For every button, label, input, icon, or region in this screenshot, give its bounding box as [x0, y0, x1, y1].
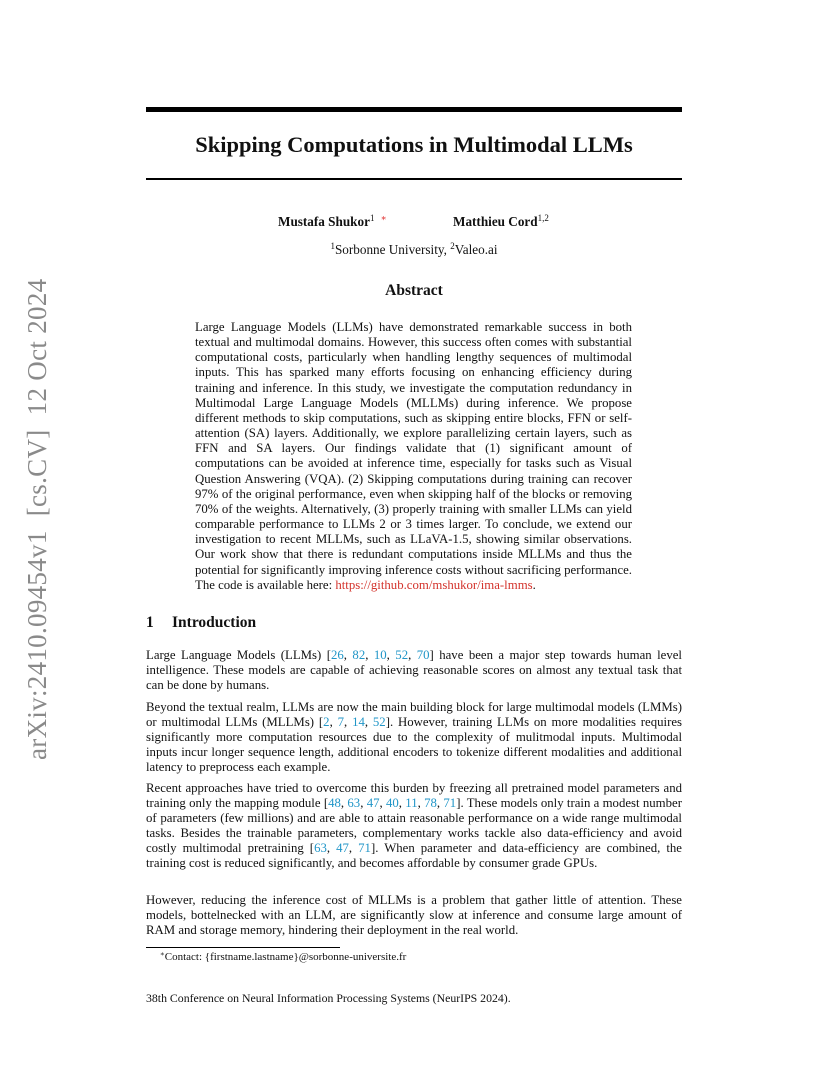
- citation-link[interactable]: 47: [366, 796, 380, 811]
- footnote-rule: [146, 947, 340, 948]
- paragraph-3: [146, 781, 682, 872]
- citation-link[interactable]: 11: [405, 796, 418, 811]
- citation-separator: ,: [365, 648, 374, 662]
- author-affil-sup: 1: [369, 213, 375, 223]
- affil-sup: 1: [330, 241, 335, 251]
- conference-note: 38th Conference on Neural Information Processing Systems (NeurIPS 2024).: [146, 991, 511, 1005]
- title-top-rule: [146, 107, 682, 112]
- title-bottom-rule: [146, 178, 682, 180]
- citation-list: [314, 841, 371, 855]
- citation-separator: ,: [329, 715, 338, 730]
- affil-text: Sorbonne University,: [334, 242, 451, 257]
- citation-separator: ,: [343, 648, 353, 662]
- code-link[interactable]: https://github.com/mshukor/ima-lmms: [335, 577, 533, 592]
- footnote: [160, 950, 406, 963]
- affil-sup: 2: [450, 241, 455, 251]
- citation-link[interactable]: 63: [314, 841, 327, 856]
- citation-separator: ,: [360, 796, 367, 811]
- citation-link[interactable]: 52: [395, 648, 409, 662]
- paragraph-1: [146, 648, 682, 693]
- section-heading: [146, 614, 256, 632]
- citation-separator: ,: [386, 648, 396, 662]
- para-text: ]. When parameter and data-efficiency are combined, the training cost is reduced significantly, and becomes affordable by consumer grade GPUs.: [146, 841, 682, 871]
- citation-list: [323, 715, 386, 729]
- author-name: Mustafa Shukor: [278, 214, 370, 229]
- para-text: ]. These models only train a modest number of parameters (few millions) and are able to attain reasonable performance on a wide range multimodal tasks. Besides the trainable parameters, complementary works tackle also data-efficiency and avoid costly multimodal pretraining [: [146, 796, 682, 856]
- abstract-body: [195, 320, 632, 593]
- citation-link[interactable]: 7: [337, 715, 345, 730]
- citation-link[interactable]: 2: [323, 715, 330, 730]
- author-2: [453, 213, 549, 230]
- citation-link[interactable]: 63: [347, 796, 361, 811]
- citation-separator: ,: [379, 796, 386, 811]
- abstract-end: .: [532, 577, 536, 592]
- citation-link[interactable]: 48: [328, 796, 341, 811]
- abstract-text: Large Language Models (LLMs) have demonstrated remarkable success in both textual and multimodal domains. However, this success often comes with substantial computational costs, particularly when handling lengthy sequences of multimodal inputs. This has sparked many efforts focusing on enhancing efficiency during training and inference. In this study, we investigate the computation redundancy in Multimodal Large Language Models (MLLMs) during inference. We propose different methods to skip computations, such as skipping entire blocks, FFN or self-attention (SA) layers. Additionally, we explore parallelizing certain layers, such as FFN and SA layers. Our findings validate that (1) significant amount of computations can be avoided at inference time, especially for tasks such as Visual Question Answering (VQA). (2) Skipping computations during training can recover 97% of the original performance, even when skipping half of the blocks or removing 70% of the weights. Alternatively, (3) properly training with smaller LLMs can yield comparable performance to LLMs 2 or 3 times larger. To conclude, we extend our investigation to recent MLLMs, such as LLaVA-1.5, showing similar observations. Our work show that there is redundant computations inside MLLMs and thus the potential for significantly improving inference costs without sacrificing performance. The code is available here:: [195, 320, 632, 592]
- citation-link[interactable]: 40: [385, 796, 399, 811]
- paragraph-2: [146, 700, 682, 775]
- para-text: Beyond the textual realm, LLMs are now the main building block for large multimodal models (LMMs) or multimodal LLMs (MLLMs) [: [146, 700, 682, 730]
- para-text: ] have been a major step towards human level intelligence. These models are capable of achieving reasonable scores on almost any textual task that can be done by humans.: [146, 648, 682, 693]
- author-name: Matthieu Cord: [453, 214, 538, 229]
- section-title: Introduction: [172, 614, 257, 631]
- citation-separator: ,: [326, 841, 337, 856]
- citation-separator: ,: [398, 796, 406, 811]
- citation-link[interactable]: 14: [352, 715, 365, 730]
- section-number: 1: [146, 614, 154, 631]
- citation-link[interactable]: 82: [352, 648, 366, 662]
- affiliations: [146, 241, 682, 258]
- author-footnote-mark[interactable]: ∗: [380, 213, 387, 223]
- abstract-heading: Abstract: [385, 282, 443, 299]
- citation-separator: ,: [344, 715, 353, 730]
- paragraph-4: However, reducing the inference cost of MLLMs is a problem that gather little of attention. These models, bottelnecked with an LLM, are significantly slow at inference and consume large amount of RAM and storage memory, hindering their deployment in the real world.: [146, 893, 682, 938]
- footnote-text: Contact: {firstname.lastname}@sorbonne-universite.fr: [164, 951, 407, 963]
- citation-list: [328, 796, 456, 810]
- citation-list: [331, 648, 430, 662]
- citation-separator: ,: [408, 648, 417, 662]
- citation-link[interactable]: 26: [330, 648, 344, 662]
- affil-text: Valeo.ai: [454, 242, 498, 257]
- para-text: ]. However, training LLMs on more modalities requires significantly more computation resources due to the complexity of mulitmodal inputs. Multimodal inputs incur longer sequence length, additional encoders to tokenize different modalities and additional latency to preprocess each example.: [146, 715, 683, 775]
- footnote-mark: ∗: [160, 950, 165, 958]
- citation-link[interactable]: 52: [372, 715, 386, 730]
- citation-separator: ,: [364, 715, 373, 730]
- citation-separator: ,: [348, 841, 359, 856]
- arxiv-stamp: arXiv:2410.09454v1 [cs.CV] 12 Oct 2024: [22, 278, 52, 760]
- citation-link[interactable]: 71: [358, 841, 371, 856]
- citation-separator: ,: [340, 796, 348, 811]
- citation-link[interactable]: 10: [373, 648, 387, 662]
- para-text: Large Language Models (LLMs) [: [146, 648, 331, 662]
- citation-link[interactable]: 71: [443, 796, 457, 811]
- citation-separator: ,: [417, 796, 425, 811]
- citation-separator: ,: [436, 796, 444, 811]
- citation-link[interactable]: 47: [336, 841, 349, 856]
- author-1: [278, 213, 387, 230]
- citation-link[interactable]: 70: [416, 648, 430, 662]
- para-text: Recent approaches have tried to overcome this burden by freezing all pretrained model parameters and training only the mapping module [: [146, 781, 682, 811]
- citation-link[interactable]: 78: [424, 796, 437, 811]
- author-affil-sup: 1,2: [537, 213, 549, 223]
- paper-title: Skipping Computations in Multimodal LLMs: [195, 132, 633, 157]
